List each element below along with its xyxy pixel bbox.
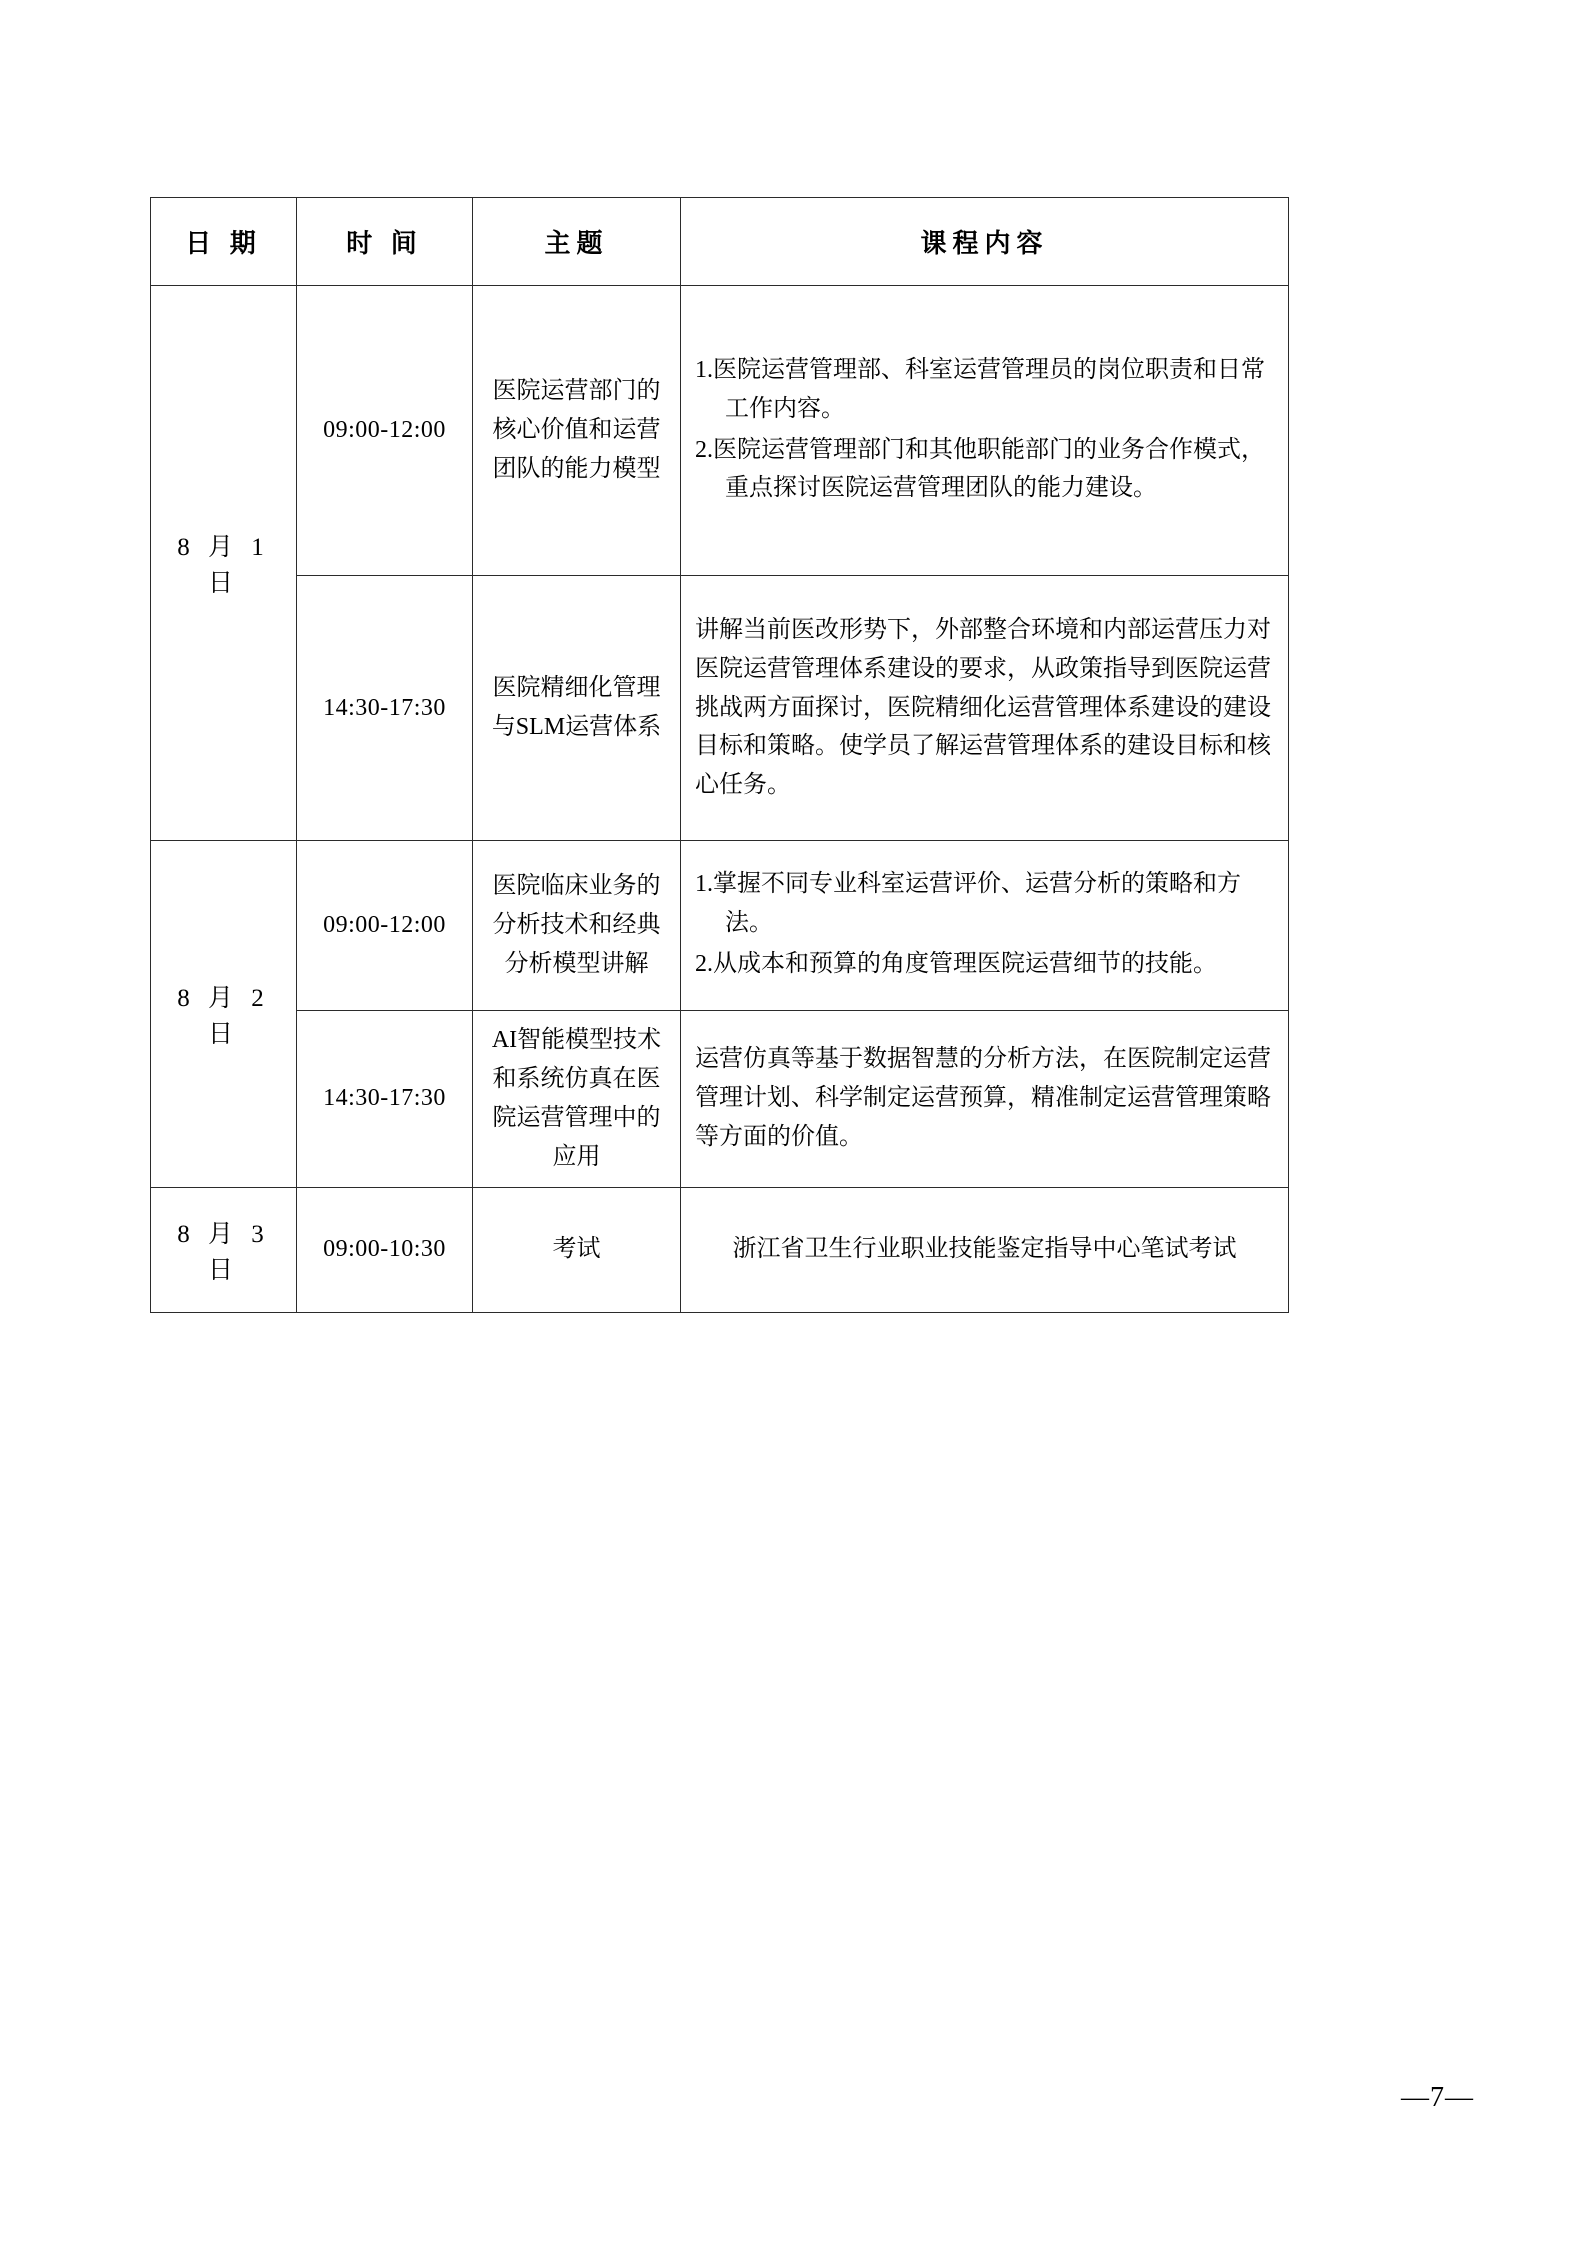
- cell-topic: 医院运营部门的核心价值和运营团队的能力模型: [473, 286, 681, 576]
- cell-content: [681, 286, 1289, 576]
- table-row: [151, 576, 1289, 841]
- content-list-item: 2.从成本和预算的角度管理医院运营细节的技能。: [695, 950, 1217, 977]
- cell-time: 09:00-10:30: [297, 1187, 473, 1312]
- column-header-time: 时 间: [297, 198, 473, 286]
- cell-time: 09:00-12:00: [297, 841, 473, 1011]
- cell-content: [681, 841, 1289, 1011]
- cell-content: [681, 1187, 1289, 1312]
- content-list-item: 1.掌握不同专业科室运营评价、运营分析的策略和方法。: [695, 871, 1241, 937]
- table-row: [151, 286, 1289, 576]
- cell-content: [681, 576, 1289, 841]
- table-header-row: [151, 198, 1289, 286]
- content-paragraph: 浙江省卫生行业职业技能鉴定指导中心笔试考试: [732, 1236, 1237, 1263]
- content-list-item: 2.医院运营管理部门和其他职能部门的业务合作模式，重点探讨医院运营管理团队的能力建设。: [695, 436, 1265, 502]
- column-header-date: 日 期: [151, 198, 297, 286]
- cell-date: 8 月 2 日: [151, 841, 297, 1188]
- column-header-topic: 主题: [473, 198, 681, 286]
- table-row: [151, 1187, 1289, 1312]
- cell-time: 14:30-17:30: [297, 1011, 473, 1188]
- cell-date: 8 月 3 日: [151, 1187, 297, 1312]
- cell-topic: AI智能模型技术和系统仿真在医院运营管理中的应用: [473, 1011, 681, 1188]
- content-list: [695, 351, 1274, 509]
- table-row: [151, 1011, 1289, 1188]
- cell-time: 09:00-12:00: [297, 286, 473, 576]
- page-number: —7—: [1401, 2082, 1474, 2113]
- cell-content: [681, 1011, 1289, 1188]
- content-list-item: 1.医院运营管理部、科室运营管理员的岗位职责和日常工作内容。: [695, 356, 1265, 422]
- content-paragraph: 运营仿真等基于数据智慧的分析方法，在医院制定运营管理计划、科学制定运营预算，精准制定运营管理策略等方面的价值。: [695, 1046, 1271, 1151]
- table-row: [151, 841, 1289, 1011]
- training-schedule-table: [150, 197, 1289, 1313]
- content-list: [695, 865, 1274, 984]
- cell-topic: 医院精细化管理与SLM运营体系: [473, 576, 681, 841]
- cell-date: 8 月 1 日: [151, 286, 297, 841]
- cell-time: 14:30-17:30: [297, 576, 473, 841]
- column-header-content: 课程内容: [681, 198, 1289, 286]
- cell-topic: 考试: [473, 1187, 681, 1312]
- content-paragraph: 讲解当前医改形势下，外部整合环境和内部运营压力对医院运营管理体系建设的要求，从政策指导到医院运营挑战两方面探讨，医院精细化运营管理体系建设的建设目标和策略。使学员了解运营管理体系的建设目标和核心任务。: [695, 616, 1271, 799]
- cell-topic: 医院临床业务的分析技术和经典分析模型讲解: [473, 841, 681, 1011]
